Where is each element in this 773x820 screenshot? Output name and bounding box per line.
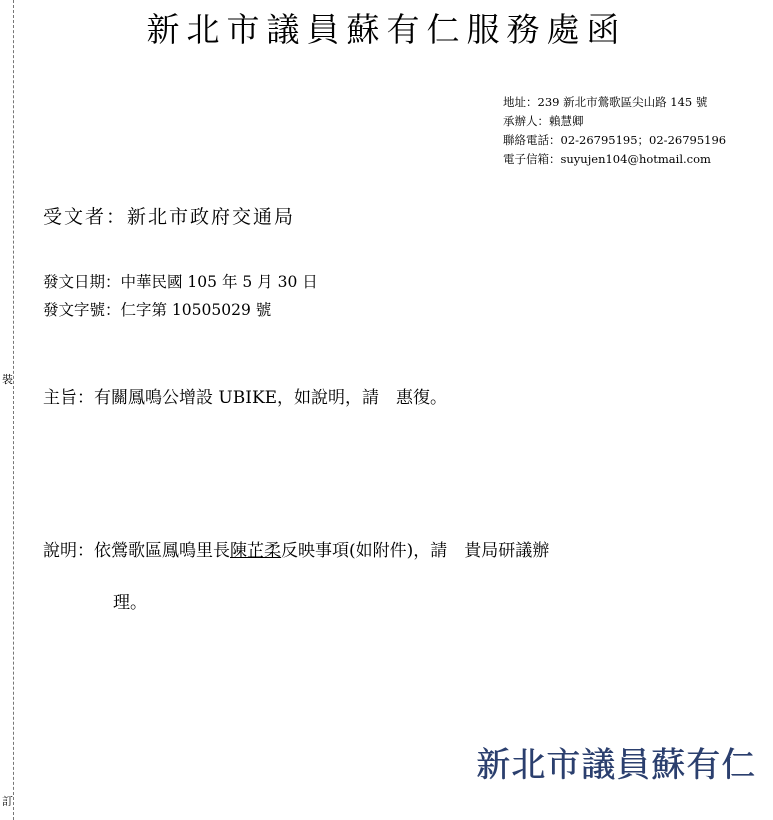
signature-stamp: 新北市議員蘇有仁: [476, 745, 756, 785]
issue-date: 發文日期：中華民國 105 年 5 月 30 日: [43, 273, 318, 291]
subject-line: 主旨：有關鳳鳴公增設 UBIKE，如說明，請 惠復。: [43, 388, 448, 408]
sender-address: 地址：239 新北市鶯歌區尖山路 145 號: [503, 95, 708, 109]
explanation-suffix: 反映事項(如附件)，請 貴局研議辦: [281, 541, 550, 561]
village-chief-name: 陳芷柔: [230, 541, 281, 561]
recipient-line: 受文者：新北市政府交通局: [43, 206, 296, 228]
explanation-section: [43, 537, 743, 617]
binding-mark-bottom: 訂: [2, 795, 13, 808]
explanation-line: [43, 537, 743, 565]
sender-email: 電子信箱：suyujen104@hotmail.com: [503, 152, 711, 166]
explanation-continuation: 理。: [113, 593, 147, 613]
sender-phone: 聯絡電話：02-26795195；02-26795196: [503, 133, 727, 147]
issue-info: [43, 268, 318, 324]
reference-number: 發文字號：仁字第 10505029 號: [43, 301, 272, 319]
sender-info: [503, 93, 726, 169]
explanation-prefix: 說明：依鶯歌區鳳鳴里長: [43, 541, 230, 561]
document-title: 新北市議員蘇有仁服務處函: [146, 10, 627, 49]
sender-handler: 承辦人：賴慧卿: [503, 114, 584, 128]
binding-mark-top: 裝: [2, 373, 13, 386]
binding-line: [13, 0, 14, 820]
